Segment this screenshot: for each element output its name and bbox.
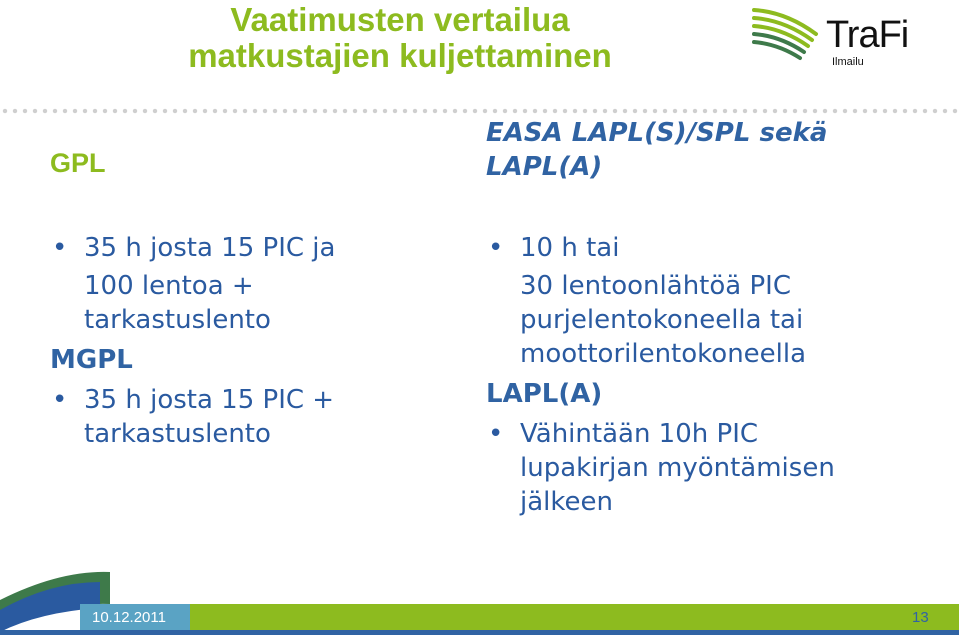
slide-title — [0, 2, 800, 74]
left-bullet-1-text: 35 h josta 15 PIC ja — [84, 233, 336, 263]
title-line-1: Vaatimusten vertailua — [230, 1, 570, 38]
right-heading-line-2: LAPL(A) — [486, 152, 603, 182]
right-bullet-1-line-3: purjelentokoneella tai — [520, 305, 804, 335]
right-bullet-2-line-2: lupakirjan myöntämisen — [520, 453, 835, 483]
right-subheading: LAPL(A) — [486, 379, 603, 409]
right-bullet-2 — [486, 417, 946, 451]
footer-page-number: 13 — [912, 609, 929, 626]
right-bullet-1-text: 10 h tai — [520, 233, 620, 263]
left-column — [50, 231, 470, 451]
footer-date: 10.12.2011 — [92, 609, 166, 626]
left-bullet-2 — [50, 383, 470, 417]
right-bullet-1 — [486, 231, 946, 265]
left-bullet-1 — [50, 231, 470, 265]
title-line-2: matkustajien kuljettaminen — [188, 37, 612, 74]
logo-subtitle: Ilmailu — [832, 56, 864, 68]
right-bullet-2-text: Vähintään 10h PIC — [520, 419, 759, 449]
left-bullet-1-line-3: tarkastuslento — [84, 305, 271, 335]
logo-name: TraFi — [826, 14, 909, 56]
right-column — [486, 231, 946, 519]
left-subheading: MGPL — [50, 345, 133, 375]
right-heading — [486, 116, 827, 184]
left-bullet-2-text: 35 h josta 15 PIC + — [84, 385, 335, 415]
right-bullet-1-line-2: 30 lentoonlähtöä PIC — [520, 271, 791, 301]
right-bullet-1-line-4: moottorilentokoneella — [520, 339, 807, 369]
dotted-divider — [0, 108, 959, 114]
left-heading: GPL — [50, 148, 106, 178]
right-bullet-2-line-3: jälkeen — [520, 487, 613, 517]
right-heading-line-1: EASA LAPL(S)/SPL sekä — [486, 118, 828, 148]
left-bullet-1-line-2: 100 lentoa + — [84, 271, 254, 301]
left-bullet-2-line-2: tarkastuslento — [84, 419, 271, 449]
